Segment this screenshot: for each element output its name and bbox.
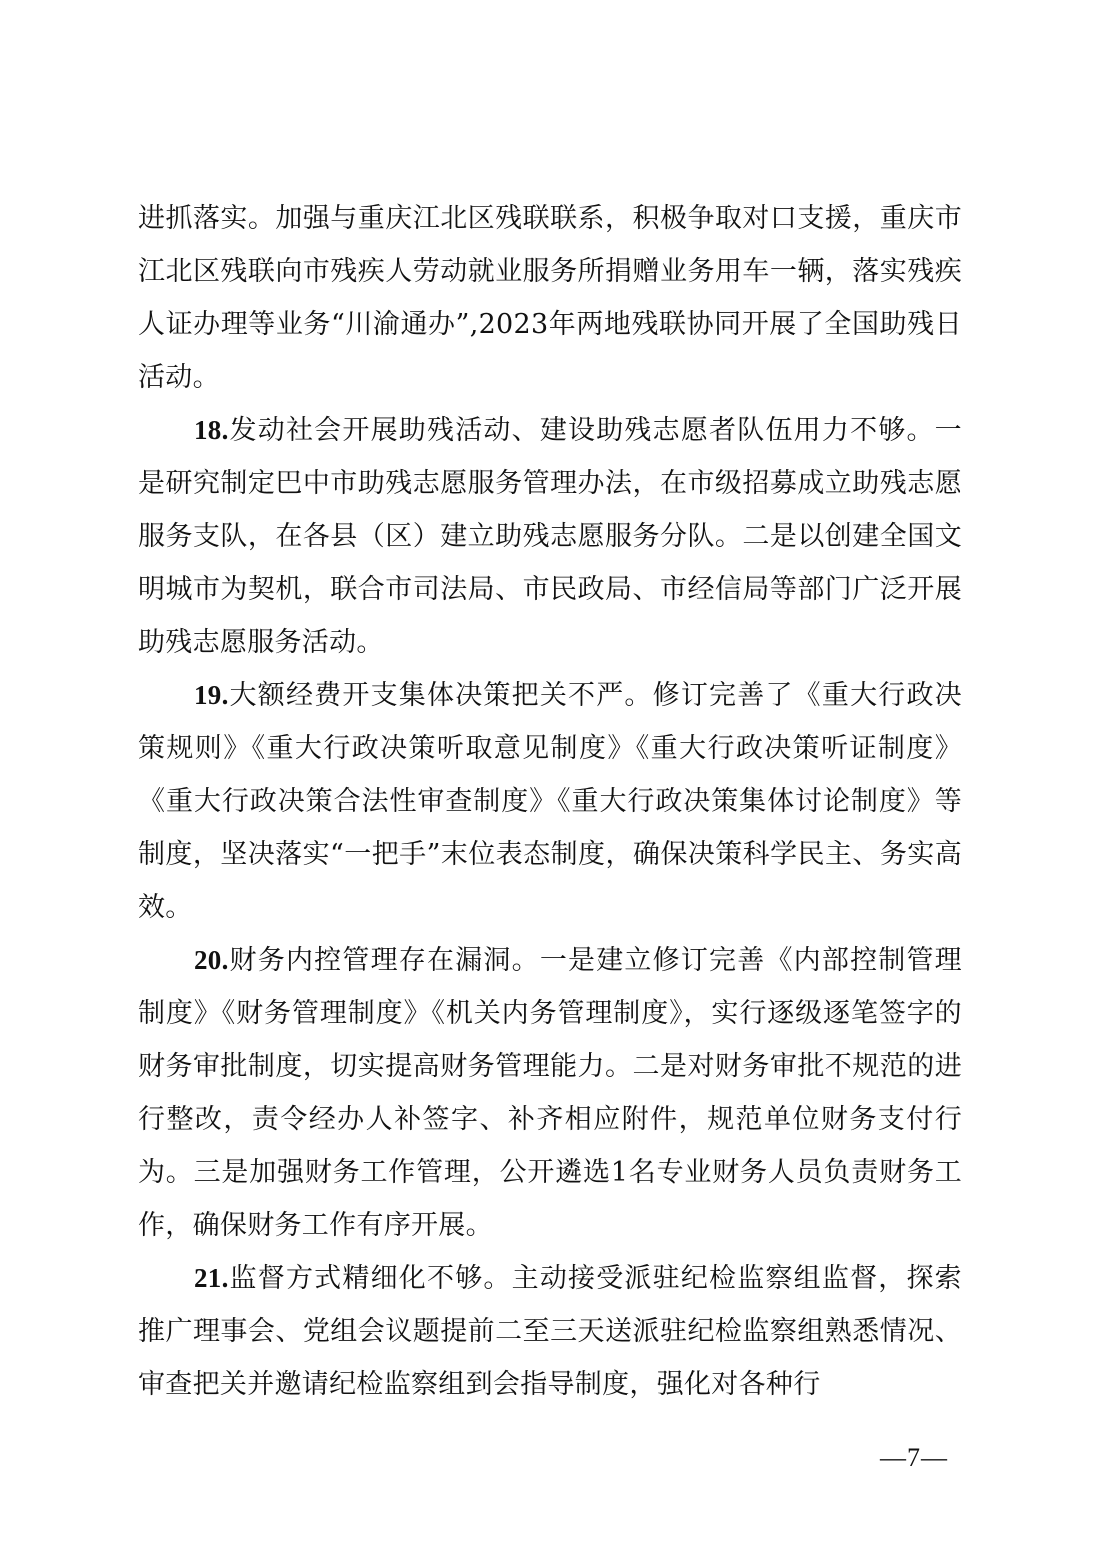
document-body <box>138 192 962 1411</box>
paragraph-text: 进抓落实。加强与重庆江北区残联联系，积极争取对口支援，重庆市江北区残联向市残疾人劳动就业服务所捐赠业务用车一辆，落实残疾人证办理等业务“川渝通办”,2023年两地残联协同开展了全国助残日活动。 <box>138 203 962 393</box>
paragraph-text: 大额经费开支集体决策把关不严。修订完善了《重大行政决策规则》《重大行政决策听取意见制度》《重大行政决策听证制度》《重大行政决策合法性审查制度》《重大行政决策集体讨论制度》等制度，坚决落实“一把手”末位表态制度，确保决策科学民主、务实高效。 <box>138 680 962 923</box>
paragraph-text: 发动社会开展助残活动、建设助残志愿者队伍用力不够。一是研究制定巴中市助残志愿服务管理办法，在市级招募成立助残志愿服务支队，在各县（区）建立助残志愿服务分队。二是以创建全国文明城市为契机，联合市司法局、市民政局、市经信局等部门广泛开展助残志愿服务活动。 <box>138 415 962 658</box>
page-number: —7— <box>880 1443 948 1472</box>
paragraph-text: 财务内控管理存在漏洞。一是建立修订完善《内部控制管理制度》《财务管理制度》《机关内务管理制度》，实行逐级逐笔签字的财务审批制度，切实提高财务管理能力。二是对财务审批不规范的进行整改，责令经办人补签字、补齐相应附件，规范单位财务支付行为。三是加强财务工作管理，公开遴选1名专业财务人员负责财务工作，确保财务工作有序开展。 <box>138 945 962 1241</box>
paragraph-continuation <box>138 192 962 404</box>
item-number: 19. <box>194 680 229 710</box>
paragraph-item-18 <box>138 404 962 669</box>
paragraph-item-20 <box>138 934 962 1252</box>
paragraph-text: 监督方式精细化不够。主动接受派驻纪检监察组监督，探索推广理事会、党组会议题提前二至三天送派驻纪检监察组熟悉情况、审查把关并邀请纪检监察组到会指导制度，强化对各种行 <box>138 1263 962 1400</box>
paragraph-item-21 <box>138 1252 962 1411</box>
paragraph-item-19 <box>138 669 962 934</box>
item-number: 20. <box>194 945 229 975</box>
item-number: 18. <box>194 415 229 445</box>
item-number: 21. <box>194 1263 229 1293</box>
